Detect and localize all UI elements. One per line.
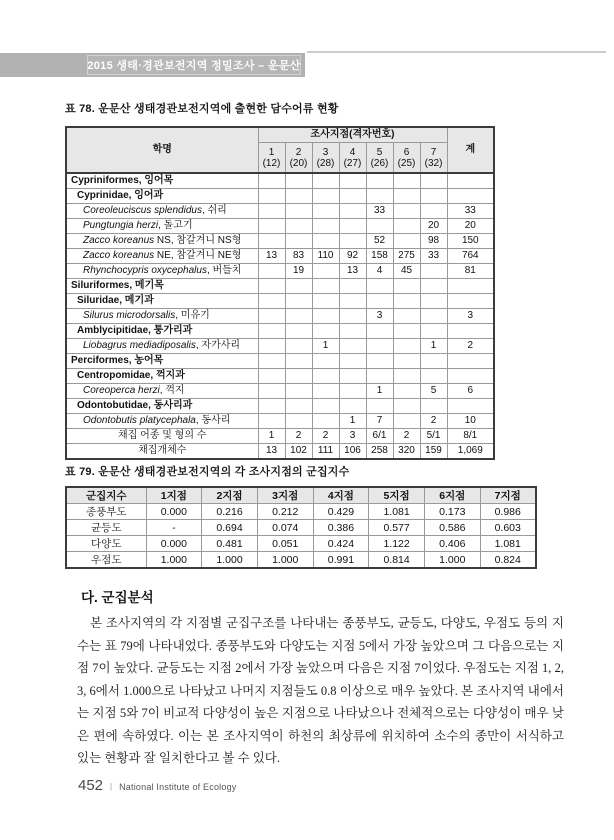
value-cell: 5/1 xyxy=(420,429,447,444)
value-cell xyxy=(312,204,339,219)
value-cell xyxy=(258,414,285,429)
value-cell xyxy=(339,294,366,309)
total-cell xyxy=(447,279,494,294)
value-cell: 52 xyxy=(366,234,393,249)
value-cell: 2 xyxy=(312,429,339,444)
total-cell: 33 xyxy=(447,204,494,219)
value-cell: 320 xyxy=(393,444,420,460)
group-name-cell: 채집개체수 xyxy=(66,444,258,460)
group-name-cell: Cypriniformes, 잉어목 xyxy=(66,173,258,189)
value-cell xyxy=(258,173,285,189)
value-cell: 0.212 xyxy=(257,504,313,520)
total-cell: 81 xyxy=(447,264,494,279)
site-header xyxy=(285,143,312,174)
value-cell xyxy=(393,339,420,354)
index-column-header: 7지점 xyxy=(480,487,536,504)
value-cell xyxy=(339,279,366,294)
value-cell xyxy=(366,279,393,294)
total-cell: 2 xyxy=(447,339,494,354)
value-cell: 0.424 xyxy=(313,536,369,552)
site-number: 7 xyxy=(430,146,437,158)
value-cell: 20 xyxy=(420,219,447,234)
value-cell xyxy=(339,204,366,219)
value-cell xyxy=(258,204,285,219)
value-cell: 6/1 xyxy=(366,429,393,444)
value-cell xyxy=(258,399,285,414)
group-name-cell: Siluridae, 메기과 xyxy=(66,294,258,309)
value-cell xyxy=(285,324,312,339)
value-cell: 1 xyxy=(420,339,447,354)
index-label-cell: 우점도 xyxy=(66,552,146,569)
table-row xyxy=(66,219,494,234)
value-cell: 158 xyxy=(366,249,393,264)
value-cell xyxy=(393,189,420,204)
value-cell xyxy=(312,234,339,249)
institute-name: National Institute of Ecology xyxy=(119,782,237,792)
value-cell xyxy=(366,294,393,309)
value-cell xyxy=(393,173,420,189)
value-cell: 0.386 xyxy=(313,520,369,536)
site-grid-number: (32) xyxy=(424,157,443,169)
value-cell: 0.603 xyxy=(480,520,536,536)
value-cell xyxy=(258,384,285,399)
value-cell: 13 xyxy=(258,249,285,264)
header-rule xyxy=(307,51,606,53)
value-cell xyxy=(393,234,420,249)
value-cell xyxy=(258,339,285,354)
value-cell xyxy=(312,354,339,369)
value-cell: 110 xyxy=(312,249,339,264)
index-label-cell: 다양도 xyxy=(66,536,146,552)
species-name-cell: Pungtungia herzi, 돌고기 xyxy=(66,219,258,234)
value-cell: 98 xyxy=(420,234,447,249)
group-name-cell: Amblycipitidae, 퉁가리과 xyxy=(66,324,258,339)
value-cell: 2 xyxy=(285,429,312,444)
value-cell xyxy=(339,219,366,234)
table-row xyxy=(66,414,494,429)
table79-caption: 표 79. 운문산 생태경관보전지역의 각 조사지점의 군집지수 xyxy=(65,466,350,478)
site-header xyxy=(312,143,339,174)
index-column-header: 4지점 xyxy=(313,487,369,504)
header-banner xyxy=(0,53,305,77)
value-cell xyxy=(312,279,339,294)
value-cell: 0.481 xyxy=(202,536,258,552)
table-row xyxy=(66,399,494,414)
value-cell: 1.000 xyxy=(202,552,258,569)
value-cell xyxy=(312,324,339,339)
value-cell: 1 xyxy=(312,339,339,354)
value-cell xyxy=(420,173,447,189)
index-column-header: 5지점 xyxy=(369,487,425,504)
value-cell xyxy=(312,384,339,399)
value-cell xyxy=(339,309,366,324)
value-cell xyxy=(366,189,393,204)
species-name-cell: Coreoleuciscus splendidus, 쉬리 xyxy=(66,204,258,219)
group-name-cell: Siluriformes, 메기목 xyxy=(66,279,258,294)
value-cell: 1.000 xyxy=(146,552,202,569)
value-cell: 0.074 xyxy=(257,520,313,536)
site-number: 6 xyxy=(403,146,410,158)
fish-table-body xyxy=(66,173,494,459)
value-cell: 102 xyxy=(285,444,312,460)
table-row xyxy=(66,324,494,339)
site-grid-number: (25) xyxy=(397,157,416,169)
value-cell xyxy=(258,324,285,339)
table78-caption: 표 78. 운문산 생태경관보전지역에 출현한 담수어류 현황 xyxy=(65,103,339,115)
value-cell xyxy=(393,369,420,384)
value-cell: 258 xyxy=(366,444,393,460)
site-header xyxy=(393,143,420,174)
value-cell xyxy=(285,339,312,354)
value-cell xyxy=(285,219,312,234)
value-cell: 0.000 xyxy=(146,536,202,552)
value-cell: 4 xyxy=(366,264,393,279)
total-cell: 8/1 xyxy=(447,429,494,444)
value-cell xyxy=(420,204,447,219)
site-grid-number: (12) xyxy=(262,157,281,169)
value-cell: 45 xyxy=(393,264,420,279)
index-table-head xyxy=(66,487,536,504)
index-column-header: 군집지수 xyxy=(66,487,146,504)
table-row xyxy=(66,444,494,460)
value-cell xyxy=(366,369,393,384)
table-row xyxy=(66,536,536,552)
value-cell: 7 xyxy=(366,414,393,429)
value-cell: 0.586 xyxy=(424,520,480,536)
total-cell xyxy=(447,173,494,189)
table-row xyxy=(66,173,494,189)
table-row xyxy=(66,520,536,536)
value-cell xyxy=(258,369,285,384)
value-cell xyxy=(339,189,366,204)
group-name-cell: Perciformes, 농어목 xyxy=(66,354,258,369)
species-name-cell: Odontobutis platycephala, 동사리 xyxy=(66,414,258,429)
site-number: 5 xyxy=(376,146,383,158)
value-cell: 159 xyxy=(420,444,447,460)
value-cell xyxy=(258,294,285,309)
value-cell: 19 xyxy=(285,264,312,279)
value-cell: 1.122 xyxy=(369,536,425,552)
page-footer xyxy=(78,777,236,794)
value-cell xyxy=(366,219,393,234)
value-cell: 0.824 xyxy=(480,552,536,569)
site-header xyxy=(420,143,447,174)
value-cell: 3 xyxy=(339,429,366,444)
value-cell xyxy=(339,384,366,399)
index-table xyxy=(65,486,537,569)
value-cell xyxy=(393,399,420,414)
group-name-cell: Centropomidae, 꺽지과 xyxy=(66,369,258,384)
total-cell xyxy=(447,189,494,204)
table-row xyxy=(66,552,536,569)
section-heading: 다. 군집분석 xyxy=(81,590,154,605)
fish-table xyxy=(65,126,495,460)
value-cell xyxy=(285,189,312,204)
table-row xyxy=(66,234,494,249)
group-name-cell: Cyprinidae, 잉어과 xyxy=(66,189,258,204)
header-title-box xyxy=(87,55,301,75)
table-row xyxy=(66,384,494,399)
site-grid-number: (27) xyxy=(343,157,362,169)
name-column-header: 학명 xyxy=(66,127,258,173)
value-cell: 0.991 xyxy=(313,552,369,569)
value-cell xyxy=(339,234,366,249)
species-name-cell: Zacco koreanus NS, 참갈겨니 NS형 xyxy=(66,234,258,249)
value-cell xyxy=(285,294,312,309)
total-cell xyxy=(447,294,494,309)
value-cell xyxy=(366,339,393,354)
fish-table-head xyxy=(66,127,494,173)
total-cell xyxy=(447,354,494,369)
value-cell: 0.000 xyxy=(146,504,202,520)
site-grid-number: (26) xyxy=(370,157,389,169)
value-cell: 0.051 xyxy=(257,536,313,552)
index-column-header: 6지점 xyxy=(424,487,480,504)
total-cell xyxy=(447,399,494,414)
index-column-header: 1지점 xyxy=(146,487,202,504)
table-row xyxy=(66,354,494,369)
value-cell: 92 xyxy=(339,249,366,264)
total-column-header: 계 xyxy=(447,127,494,173)
value-cell: 0.814 xyxy=(369,552,425,569)
value-cell xyxy=(393,414,420,429)
value-cell xyxy=(366,173,393,189)
table-row xyxy=(66,249,494,264)
value-cell xyxy=(312,369,339,384)
value-cell xyxy=(420,294,447,309)
value-cell: 13 xyxy=(258,444,285,460)
group-name-cell: 채집 어종 및 형의 수 xyxy=(66,429,258,444)
value-cell xyxy=(420,399,447,414)
value-cell xyxy=(312,399,339,414)
value-cell xyxy=(393,294,420,309)
value-cell: 2 xyxy=(420,414,447,429)
index-column-header: 2지점 xyxy=(202,487,258,504)
total-cell: 150 xyxy=(447,234,494,249)
table-row xyxy=(66,309,494,324)
table-row xyxy=(66,429,494,444)
value-cell xyxy=(258,219,285,234)
value-cell xyxy=(393,309,420,324)
value-cell: 0.577 xyxy=(369,520,425,536)
value-cell: 1.081 xyxy=(369,504,425,520)
value-cell xyxy=(285,354,312,369)
value-cell xyxy=(285,279,312,294)
value-cell: 1.000 xyxy=(424,552,480,569)
value-cell xyxy=(285,384,312,399)
value-cell xyxy=(258,354,285,369)
fish-table-head-row-1 xyxy=(66,127,494,143)
value-cell: 0.406 xyxy=(424,536,480,552)
group-name-cell: Odontobutidae, 동사리과 xyxy=(66,399,258,414)
table-row xyxy=(66,279,494,294)
value-cell xyxy=(312,309,339,324)
species-name-cell: Coreoperca herzi, 꺽지 xyxy=(66,384,258,399)
page-number: 452 xyxy=(78,777,104,794)
value-cell: 0.173 xyxy=(424,504,480,520)
value-cell: 0.986 xyxy=(480,504,536,520)
value-cell: 1 xyxy=(258,429,285,444)
value-cell xyxy=(339,354,366,369)
table-row xyxy=(66,504,536,520)
value-cell xyxy=(285,234,312,249)
species-name-cell: Rhynchocypris oxycephalus, 버들치 xyxy=(66,264,258,279)
table-row xyxy=(66,204,494,219)
index-column-header: 3지점 xyxy=(257,487,313,504)
total-cell: 6 xyxy=(447,384,494,399)
value-cell xyxy=(420,354,447,369)
site-number: 3 xyxy=(322,146,329,158)
value-cell xyxy=(420,189,447,204)
value-cell xyxy=(285,414,312,429)
value-cell: 0.216 xyxy=(202,504,258,520)
index-label-cell: 균등도 xyxy=(66,520,146,536)
species-name-cell: Zacco koreanus NE, 참갈겨니 NE형 xyxy=(66,249,258,264)
value-cell xyxy=(258,234,285,249)
total-cell: 20 xyxy=(447,219,494,234)
value-cell: 33 xyxy=(366,204,393,219)
value-cell xyxy=(285,399,312,414)
total-cell: 10 xyxy=(447,414,494,429)
value-cell xyxy=(258,309,285,324)
value-cell: 0.429 xyxy=(313,504,369,520)
site-header xyxy=(366,143,393,174)
value-cell xyxy=(366,354,393,369)
value-cell xyxy=(420,369,447,384)
value-cell: - xyxy=(146,520,202,536)
value-cell xyxy=(312,173,339,189)
footer-separator: | xyxy=(110,782,113,791)
value-cell: 3 xyxy=(366,309,393,324)
value-cell xyxy=(339,369,366,384)
index-label-cell: 종풍부도 xyxy=(66,504,146,520)
value-cell xyxy=(285,173,312,189)
table-row xyxy=(66,189,494,204)
value-cell: 2 xyxy=(393,429,420,444)
species-name-cell: Silurus microdorsalis, 미유기 xyxy=(66,309,258,324)
value-cell xyxy=(285,369,312,384)
value-cell: 106 xyxy=(339,444,366,460)
value-cell xyxy=(312,294,339,309)
value-cell xyxy=(420,279,447,294)
value-cell: 1 xyxy=(366,384,393,399)
value-cell xyxy=(393,354,420,369)
value-cell: 5 xyxy=(420,384,447,399)
value-cell xyxy=(285,204,312,219)
value-cell: 1.081 xyxy=(480,536,536,552)
value-cell xyxy=(420,264,447,279)
value-cell xyxy=(285,309,312,324)
value-cell xyxy=(393,279,420,294)
site-number: 2 xyxy=(295,146,302,158)
value-cell xyxy=(258,189,285,204)
index-table-head-row xyxy=(66,487,536,504)
site-header xyxy=(258,143,285,174)
value-cell: 275 xyxy=(393,249,420,264)
survey-sites-group-header: 조사지점(격자번호) xyxy=(258,127,447,143)
value-cell: 1.000 xyxy=(257,552,313,569)
value-cell xyxy=(393,219,420,234)
value-cell xyxy=(339,339,366,354)
value-cell: 1 xyxy=(339,414,366,429)
value-cell xyxy=(393,324,420,339)
header-title: 2015 생태·경관보전지역 정밀조사 – 운문산 xyxy=(87,60,301,72)
site-grid-number: (20) xyxy=(289,157,308,169)
index-table-body xyxy=(66,504,536,569)
value-cell xyxy=(366,324,393,339)
section-paragraph: 본 조사지역의 각 지점별 군집구조를 나타내는 종풍부도, 균등도, 다양도, 우점도 등의 지수는 표 79에 나타내었다. 종풍부도와 다양도는 지점 5에서 가장 높았으며 그 다음으로는 지점 7이 높았다. 균등도는 지점 2에서 가장 높았으며 다음은 지점 7이었다. 우점도는 지점 1, 2, 3, 6에서 1.000으로 나타났고 나머지 지점들도 0.8 이상으로 매우 높았다. 본 조사지역 내에서는 지점 5와 7이 비교적 다양성이 높은 지점으로 나타났으나 전체적으로는 다양성이 매우 낮은 편에 속하였다. 이는 본 조사지역이 하천의 최상류에 위치하여 소수의 종만이 서식하고 있는 현황과 잘 일치한다고 볼 수 있다. xyxy=(77,616,564,765)
site-header xyxy=(339,143,366,174)
value-cell xyxy=(339,324,366,339)
total-cell: 764 xyxy=(447,249,494,264)
species-name-cell: Liobagrus mediadiposalis, 자가사리 xyxy=(66,339,258,354)
total-cell: 3 xyxy=(447,309,494,324)
value-cell xyxy=(339,399,366,414)
value-cell xyxy=(339,173,366,189)
table-row xyxy=(66,369,494,384)
value-cell xyxy=(258,279,285,294)
value-cell: 111 xyxy=(312,444,339,460)
site-number: 4 xyxy=(349,146,356,158)
site-number: 1 xyxy=(268,146,275,158)
table-row xyxy=(66,294,494,309)
value-cell xyxy=(393,384,420,399)
table-row xyxy=(66,339,494,354)
value-cell xyxy=(312,414,339,429)
value-cell xyxy=(312,219,339,234)
value-cell xyxy=(420,309,447,324)
value-cell: 83 xyxy=(285,249,312,264)
total-cell: 1,069 xyxy=(447,444,494,460)
total-cell xyxy=(447,369,494,384)
value-cell xyxy=(393,204,420,219)
value-cell: 0.694 xyxy=(202,520,258,536)
site-grid-number: (28) xyxy=(316,157,335,169)
value-cell xyxy=(366,399,393,414)
value-cell xyxy=(258,264,285,279)
table-row xyxy=(66,264,494,279)
value-cell: 33 xyxy=(420,249,447,264)
value-cell xyxy=(312,264,339,279)
value-cell xyxy=(312,189,339,204)
total-cell xyxy=(447,324,494,339)
value-cell: 13 xyxy=(339,264,366,279)
value-cell xyxy=(420,324,447,339)
